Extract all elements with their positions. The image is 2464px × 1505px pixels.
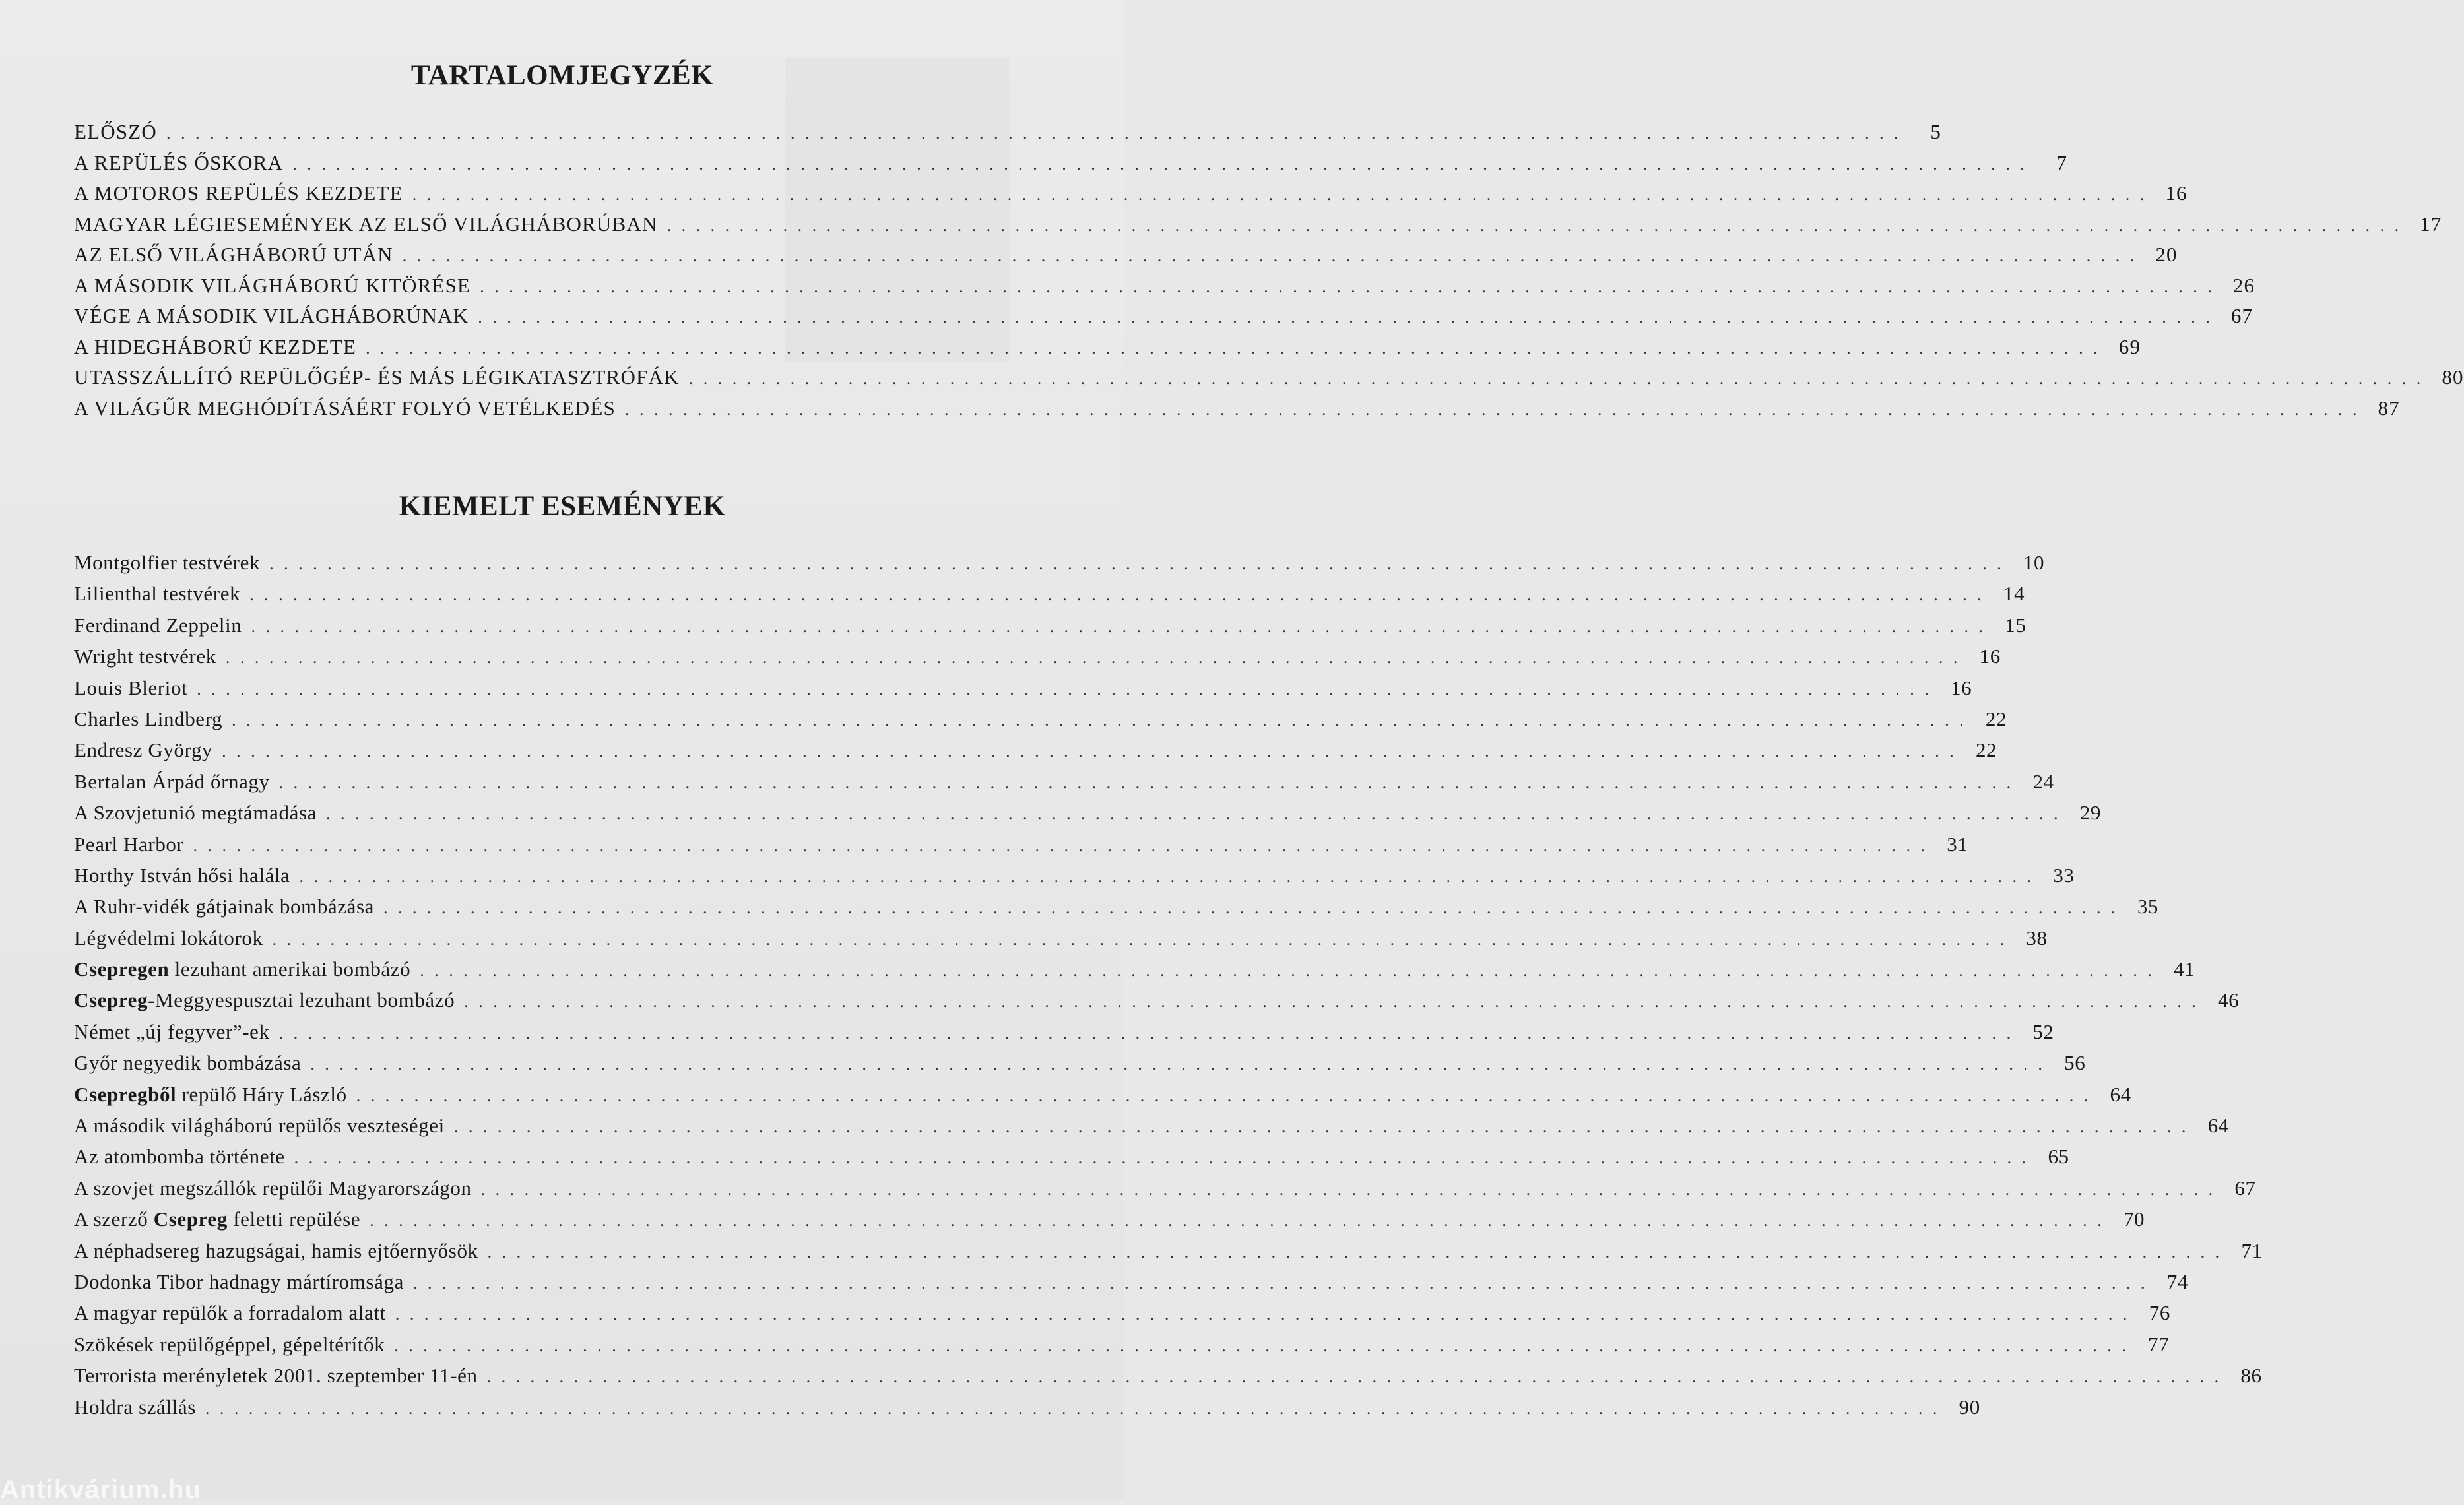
- dot-leader: ........................................................................................................................: [395, 1304, 2137, 1324]
- highlight-entry: [74, 645, 2001, 676]
- dot-leader: ........................................................................................................................: [294, 1148, 2036, 1168]
- dot-leader: ........................................................................................................................: [370, 1211, 2112, 1231]
- toc-entry-page-number: 74: [2166, 1269, 2188, 1293]
- toc-entry-page-number: 70: [2123, 1207, 2145, 1231]
- highlight-entry: [74, 801, 2101, 832]
- toc-entry-text: A magyar repülők a forradalom alatt: [74, 1301, 386, 1325]
- toc-entry-text: lezuhant amerikai bombázó: [169, 957, 411, 981]
- toc-entry-page-number: 86: [2240, 1364, 2262, 1388]
- highlight-entry: [74, 832, 1968, 864]
- dot-leader: ........................................................................................................................: [624, 399, 2367, 419]
- toc-entry-text: A MOTOROS REPÜLÉS KEZDETE: [74, 181, 403, 205]
- toc-entry-title: [74, 1083, 347, 1106]
- toc-entry-text: A Szovjetunió megtámadása: [74, 801, 317, 825]
- contents-entry: [74, 181, 2188, 212]
- contents-entry: [74, 335, 2141, 366]
- highlight-entry: [74, 1364, 2262, 1395]
- dot-leader: ........................................................................................................................: [232, 710, 1974, 730]
- toc-entry-page-number: 24: [2032, 769, 2054, 793]
- highlight-entry: [74, 582, 2025, 613]
- toc-entry-text: Pearl Harbor: [74, 832, 184, 856]
- toc-entry-title: [74, 707, 222, 731]
- toc-entry-page-number: 87: [2378, 396, 2400, 420]
- contents-entry: [74, 366, 2464, 397]
- highlight-entry: [74, 1051, 2086, 1082]
- toc-entry-bold: Csepreg: [153, 1207, 228, 1231]
- toc-entry-text: VÉGE A MÁSODIK VILÁGHÁBORÚNAK: [74, 304, 469, 327]
- toc-entry-bold: Csepregből: [74, 1082, 177, 1106]
- dot-leader: ........................................................................................................................: [193, 835, 1935, 855]
- dot-leader: ........................................................................................................................: [402, 246, 2145, 265]
- toc-entry-page-number: 67: [2230, 304, 2253, 327]
- contents-entry: [74, 396, 2400, 428]
- toc-entry-page-number: 65: [2048, 1145, 2069, 1169]
- toc-entry-text: Légvédelmi lokátorok: [74, 926, 263, 949]
- highlight-entry: [74, 1395, 1980, 1426]
- toc-entry-title: [74, 676, 187, 700]
- dot-leader: ........................................................................................................................: [487, 1242, 2230, 1262]
- toc-entry-title: [74, 181, 403, 205]
- toc-entry-text: MAGYAR LÉGIESEMÉNYEK AZ ELSŐ VILÁGHÁBORÚBAN: [74, 212, 658, 236]
- toc-entry-page-number: 16: [2165, 181, 2188, 205]
- contents-title: TARTALOMJEGYZÉK: [410, 60, 714, 91]
- highlights-list: [74, 551, 2263, 1426]
- dot-leader: ........................................................................................................................: [278, 1023, 2021, 1042]
- toc-entry-title: [74, 895, 374, 918]
- toc-entry-title: [74, 243, 393, 267]
- highlight-entry: [74, 707, 2007, 738]
- dot-leader: ........................................................................................................................: [292, 154, 2035, 174]
- dot-leader: ........................................................................................................................: [478, 307, 2221, 327]
- toc-entry-bold: Csepreg: [74, 988, 148, 1012]
- dot-leader: ........................................................................................................................: [269, 554, 2012, 573]
- toc-entry-title: [74, 1020, 270, 1044]
- toc-entry-page-number: 77: [2148, 1332, 2170, 1356]
- toc-entry-page-number: 22: [1985, 707, 2007, 730]
- toc-entry-title: [74, 1051, 301, 1075]
- toc-entry-title: [74, 335, 356, 359]
- toc-entry-page-number: 52: [2032, 1019, 2054, 1043]
- toc-entry-page-number: 35: [2137, 895, 2159, 918]
- toc-entry-title: [74, 926, 263, 950]
- dot-leader: ........................................................................................................................: [225, 648, 1968, 668]
- contents-entry: [74, 304, 2253, 335]
- toc-entry-prefix: A szerző: [74, 1207, 154, 1231]
- toc-entry-page-number: 64: [2207, 1114, 2229, 1137]
- dot-leader: ........................................................................................................................: [222, 742, 1964, 761]
- highlight-entry: [74, 613, 2026, 645]
- toc-entry-title: [74, 833, 183, 856]
- toc-entry-page-number: 10: [2023, 551, 2045, 574]
- toc-entry-text: A szovjet megszállók repülői Magyarországon: [74, 1176, 472, 1200]
- toc-entry-text: ELŐSZÓ: [74, 120, 158, 143]
- toc-entry-text: repülő Háry László: [176, 1082, 347, 1106]
- toc-entry-text: Terrorista merényletek 2001. szeptember 11-én: [74, 1364, 478, 1388]
- toc-entry-text: Montgolfier testvérek: [74, 551, 261, 574]
- toc-entry-page-number: 41: [2174, 957, 2195, 981]
- toc-entry-text: Lilienthal testvérek: [74, 582, 241, 606]
- toc-entry-title: [74, 1207, 360, 1231]
- contents-entry: [74, 120, 1942, 151]
- toc-entry-page-number: 76: [2149, 1301, 2170, 1325]
- toc-entry-title: [74, 397, 616, 420]
- toc-entry-title: [74, 1301, 386, 1325]
- dot-leader: ........................................................................................................................: [197, 679, 1939, 699]
- toc-entry-text: Holdra szállás: [74, 1395, 196, 1419]
- toc-entry-page-number: 7: [2056, 150, 2068, 174]
- dot-leader: ........................................................................................................................: [486, 1367, 2229, 1387]
- toc-entry-page-number: 20: [2155, 243, 2178, 266]
- toc-entry-title: [74, 1395, 196, 1419]
- toc-entry-text: Az atombomba története: [74, 1145, 285, 1169]
- toc-entry-text: Louis Bleriot: [74, 676, 188, 699]
- dot-leader: ........................................................................................................................: [205, 1398, 1947, 1418]
- dot-leader: ........................................................................................................................: [394, 1335, 2137, 1355]
- toc-entry-page-number: 33: [2053, 863, 2075, 887]
- toc-entry-text: Endresz György: [74, 738, 213, 762]
- dot-leader: ........................................................................................................................: [666, 215, 2409, 235]
- toc-entry-text: A HIDEGHÁBORÚ KEZDETE: [74, 335, 357, 358]
- dot-leader: ........................................................................................................................: [412, 1273, 2155, 1293]
- dot-leader: ........................................................................................................................: [166, 123, 1909, 143]
- toc-entry-text: A MÁSODIK VILÁGHÁBORÚ KITÖRÉSE: [74, 273, 471, 297]
- dot-leader: ........................................................................................................................: [251, 616, 1994, 636]
- dot-leader: ........................................................................................................................: [464, 992, 2207, 1011]
- dot-leader: ........................................................................................................................: [310, 1054, 2053, 1074]
- toc-entry-title: [74, 1364, 478, 1388]
- highlight-entry: [74, 863, 2075, 895]
- highlights-title: KIEMELT ESEMÉNYEK: [399, 491, 726, 522]
- highlight-entry: [74, 1082, 2131, 1114]
- toc-entry-title: [74, 120, 157, 144]
- contents-entry: [74, 150, 2068, 182]
- toc-entry-text: A VILÁGŰR MEGHÓDÍTÁSÁÉRT FOLYÓ VETÉLKEDÉS: [74, 396, 616, 420]
- dot-leader: ........................................................................................................................: [325, 804, 2068, 824]
- contents-entry: [74, 212, 2442, 243]
- contents-entry: [74, 273, 2255, 305]
- dot-leader: ........................................................................................................................: [412, 185, 2155, 204]
- toc-entry-page-number: 38: [2026, 926, 2048, 949]
- toc-entry-text: A második világháború repülős veszteségei: [74, 1114, 445, 1137]
- dot-leader: ........................................................................................................................: [356, 1085, 2098, 1105]
- highlight-entry: [74, 926, 2048, 957]
- toc-entry-title: [74, 770, 270, 794]
- toc-entry-title: [74, 988, 455, 1012]
- toc-entry-text: feletti repülése: [227, 1207, 361, 1231]
- highlight-entry: [74, 738, 1997, 769]
- highlight-entry: [74, 1301, 2170, 1332]
- toc-entry-text: A néphadsereg hazugságai, hamis ejtőernyősök: [74, 1238, 478, 1262]
- highlight-entry: [74, 769, 2054, 801]
- highlight-entry: [74, 1145, 2069, 1176]
- toc-entry-title: [74, 1333, 385, 1357]
- highlight-entry: [74, 1207, 2145, 1238]
- toc-entry-text: Bertalan Árpád őrnagy: [74, 769, 270, 793]
- toc-entry-page-number: 31: [1947, 832, 1968, 856]
- toc-entry-text: AZ ELSŐ VILÁGHÁBORÚ UTÁN: [74, 243, 393, 266]
- toc-entry-text: A REPÜLÉS ŐSKORA: [74, 150, 284, 174]
- toc-entry-text: Charles Lindberg: [74, 707, 223, 730]
- dot-leader: ........................................................................................................................: [249, 585, 1992, 605]
- highlight-entry: [74, 1114, 2229, 1145]
- highlight-entry: [74, 1176, 2256, 1207]
- toc-entry-text: Győr negyedik bombázása: [74, 1051, 302, 1075]
- toc-entry-title: [74, 864, 290, 887]
- toc-entry-title: [74, 366, 680, 389]
- highlight-entry: [74, 988, 2240, 1019]
- toc-entry-title: [74, 304, 469, 328]
- toc-entry-title: [74, 582, 240, 606]
- dot-leader: ........................................................................................................................: [299, 866, 2042, 886]
- dot-leader: ........................................................................................................................: [453, 1117, 2196, 1137]
- highlight-entry: [74, 895, 2159, 926]
- toc-entry-title: [74, 551, 260, 575]
- toc-entry-text: Ferdinand Zeppelin: [74, 613, 242, 637]
- dot-leader: ........................................................................................................................: [688, 369, 2431, 388]
- toc-entry-page-number: 56: [2064, 1051, 2086, 1075]
- toc-entry-page-number: 26: [2232, 273, 2255, 297]
- toc-entry-title: [74, 274, 470, 298]
- toc-entry-title: [74, 1145, 285, 1169]
- toc-entry-page-number: 15: [2005, 613, 2026, 637]
- dot-leader: ........................................................................................................................: [480, 276, 2222, 296]
- dot-leader: ........................................................................................................................: [480, 1179, 2223, 1199]
- contents-entry: [74, 243, 2178, 274]
- toc-entry-text: UTASSZÁLLÍTÓ REPÜLŐGÉP- ÉS MÁS LÉGIKATASZTRÓFÁK: [74, 366, 680, 389]
- toc-entry-title: [74, 1176, 472, 1200]
- toc-entry-title: [74, 1270, 404, 1294]
- toc-entry-page-number: 67: [2234, 1176, 2256, 1200]
- toc-entry-page-number: 46: [2218, 988, 2240, 1012]
- dot-leader: ........................................................................................................................: [383, 898, 2126, 918]
- dot-leader: ........................................................................................................................: [272, 929, 2015, 949]
- toc-entry-text: Szökések repülőgéppel, gépeltérítők: [74, 1332, 385, 1356]
- watermark: Antikvárium.hu: [0, 1475, 202, 1504]
- toc-entry-title: [74, 1114, 445, 1137]
- toc-entry-page-number: 29: [2079, 801, 2101, 825]
- toc-entry-page-number: 69: [2118, 335, 2141, 358]
- toc-entry-page-number: 16: [1979, 645, 2001, 668]
- toc-entry-text: Horthy István hősi halála: [74, 863, 290, 887]
- toc-entry-page-number: 17: [2420, 212, 2442, 236]
- toc-entry-page-number: 90: [1959, 1395, 1980, 1419]
- toc-entry-text: Német „új fegyver”-ek: [74, 1019, 270, 1043]
- toc-entry-bold: Csepregen: [74, 957, 170, 981]
- toc-entry-page-number: 16: [1951, 676, 1972, 699]
- highlight-entry: [74, 1019, 2054, 1051]
- highlight-entry: [74, 1238, 2263, 1270]
- highlight-entry: [74, 1269, 2188, 1301]
- toc-entry-page-number: 71: [2241, 1238, 2263, 1262]
- dot-leader: ........................................................................................................................: [278, 773, 2021, 792]
- toc-entry-title: [74, 1239, 478, 1263]
- toc-entry-page-number: 14: [2003, 582, 2025, 606]
- highlight-entry: [74, 1332, 2170, 1364]
- toc-entry-text: Dodonka Tibor hadnagy mártíromsága: [74, 1269, 404, 1293]
- highlight-entry: [74, 551, 2045, 582]
- toc-entry-text: Wright testvérek: [74, 645, 216, 668]
- toc-entry-text: A Ruhr-vidék gátjainak bombázása: [74, 895, 375, 918]
- toc-entry-title: [74, 212, 658, 236]
- toc-entry-page-number: 22: [1975, 738, 1997, 762]
- toc-entry-page-number: 5: [1930, 120, 1942, 143]
- toc-entry-title: [74, 151, 283, 175]
- toc-entry-page-number: 80: [2442, 366, 2464, 389]
- dot-leader: ........................................................................................................................: [420, 961, 2162, 980]
- toc-entry-title: [74, 801, 317, 825]
- toc-entry-text: -Meggyespusztai lezuhant bombázó: [148, 988, 455, 1012]
- toc-entry-title: [74, 738, 212, 762]
- toc-entry-page-number: 64: [2110, 1082, 2131, 1106]
- contents-list: [74, 120, 2464, 427]
- toc-entry-title: [74, 645, 216, 668]
- toc-entry-title: [74, 614, 242, 637]
- highlight-entry: [74, 676, 1972, 707]
- dot-leader: ........................................................................................................................: [366, 338, 2108, 358]
- toc-entry-title: [74, 957, 410, 981]
- highlight-entry: [74, 957, 2195, 988]
